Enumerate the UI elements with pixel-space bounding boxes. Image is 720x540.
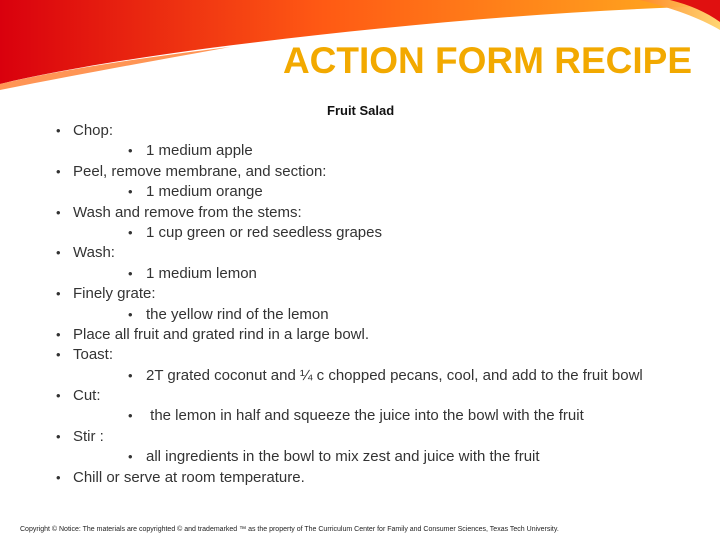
step-5-action: • Finely grate:	[56, 284, 696, 304]
bullet-icon: •	[128, 224, 133, 240]
step-9-detail: • all ingredients in the bowl to mix zest and juice with the fruit	[56, 447, 696, 467]
bullet-icon: •	[128, 408, 133, 424]
step-1-action: • Chop:	[56, 121, 696, 141]
step-10-action: • Chill or serve at room temperature.	[56, 468, 696, 488]
step-8-detail: • the lemon in half and squeeze the juice into the bowl with the fruit	[56, 406, 696, 426]
page-title: ACTION FORM RECIPE	[282, 40, 692, 81]
recipe-name: Fruit Salad	[327, 103, 395, 118]
bullet-icon: •	[56, 286, 61, 302]
bullet-icon: •	[128, 367, 133, 383]
bullet-icon: •	[56, 245, 61, 261]
step-3-action: • Wash and remove from the stems:	[56, 203, 696, 223]
bullet-icon: •	[56, 388, 61, 404]
bullet-icon: •	[56, 428, 61, 444]
recipe-steps-list	[56, 121, 696, 488]
bullet-icon: •	[128, 449, 133, 465]
step-2-detail: • 1 medium orange	[56, 182, 696, 202]
step-9-action: • Stir :	[56, 427, 696, 447]
step-1-detail: • 1 medium apple	[56, 141, 696, 161]
bullet-icon: •	[128, 143, 133, 159]
step-4-action: • Wash:	[56, 243, 696, 263]
step-4-detail: • 1 medium lemon	[56, 264, 696, 284]
step-6-action: • Place all fruit and grated rind in a large bowl.	[56, 325, 696, 345]
step-3-detail: • 1 cup green or red seedless grapes	[56, 223, 696, 243]
bullet-icon: •	[56, 163, 61, 179]
step-7-action: • Toast:	[56, 345, 696, 365]
step-8-action: • Cut:	[56, 386, 696, 406]
step-5-detail: • the yellow rind of the lemon	[56, 305, 696, 325]
bullet-icon: •	[128, 306, 133, 322]
bullet-icon: •	[128, 184, 133, 200]
bullet-icon: •	[56, 469, 61, 485]
bullet-icon: •	[56, 326, 61, 342]
bullet-icon: •	[56, 347, 61, 363]
bullet-icon: •	[56, 204, 61, 220]
copyright-notice: Copyright © Notice: The materials are copyrighted © and trademarked ™ as the property of The Curriculum Center for Family and Consumer Sciences, Texas Tech University.	[20, 526, 559, 533]
bullet-icon: •	[128, 265, 133, 281]
bullet-icon: •	[56, 123, 61, 138]
step-2-action: • Peel, remove membrane, and section:	[56, 162, 696, 182]
step-7-detail: • 2T grated coconut and ¼ c chopped pecans, cool, and add to the fruit bowl	[56, 366, 696, 386]
